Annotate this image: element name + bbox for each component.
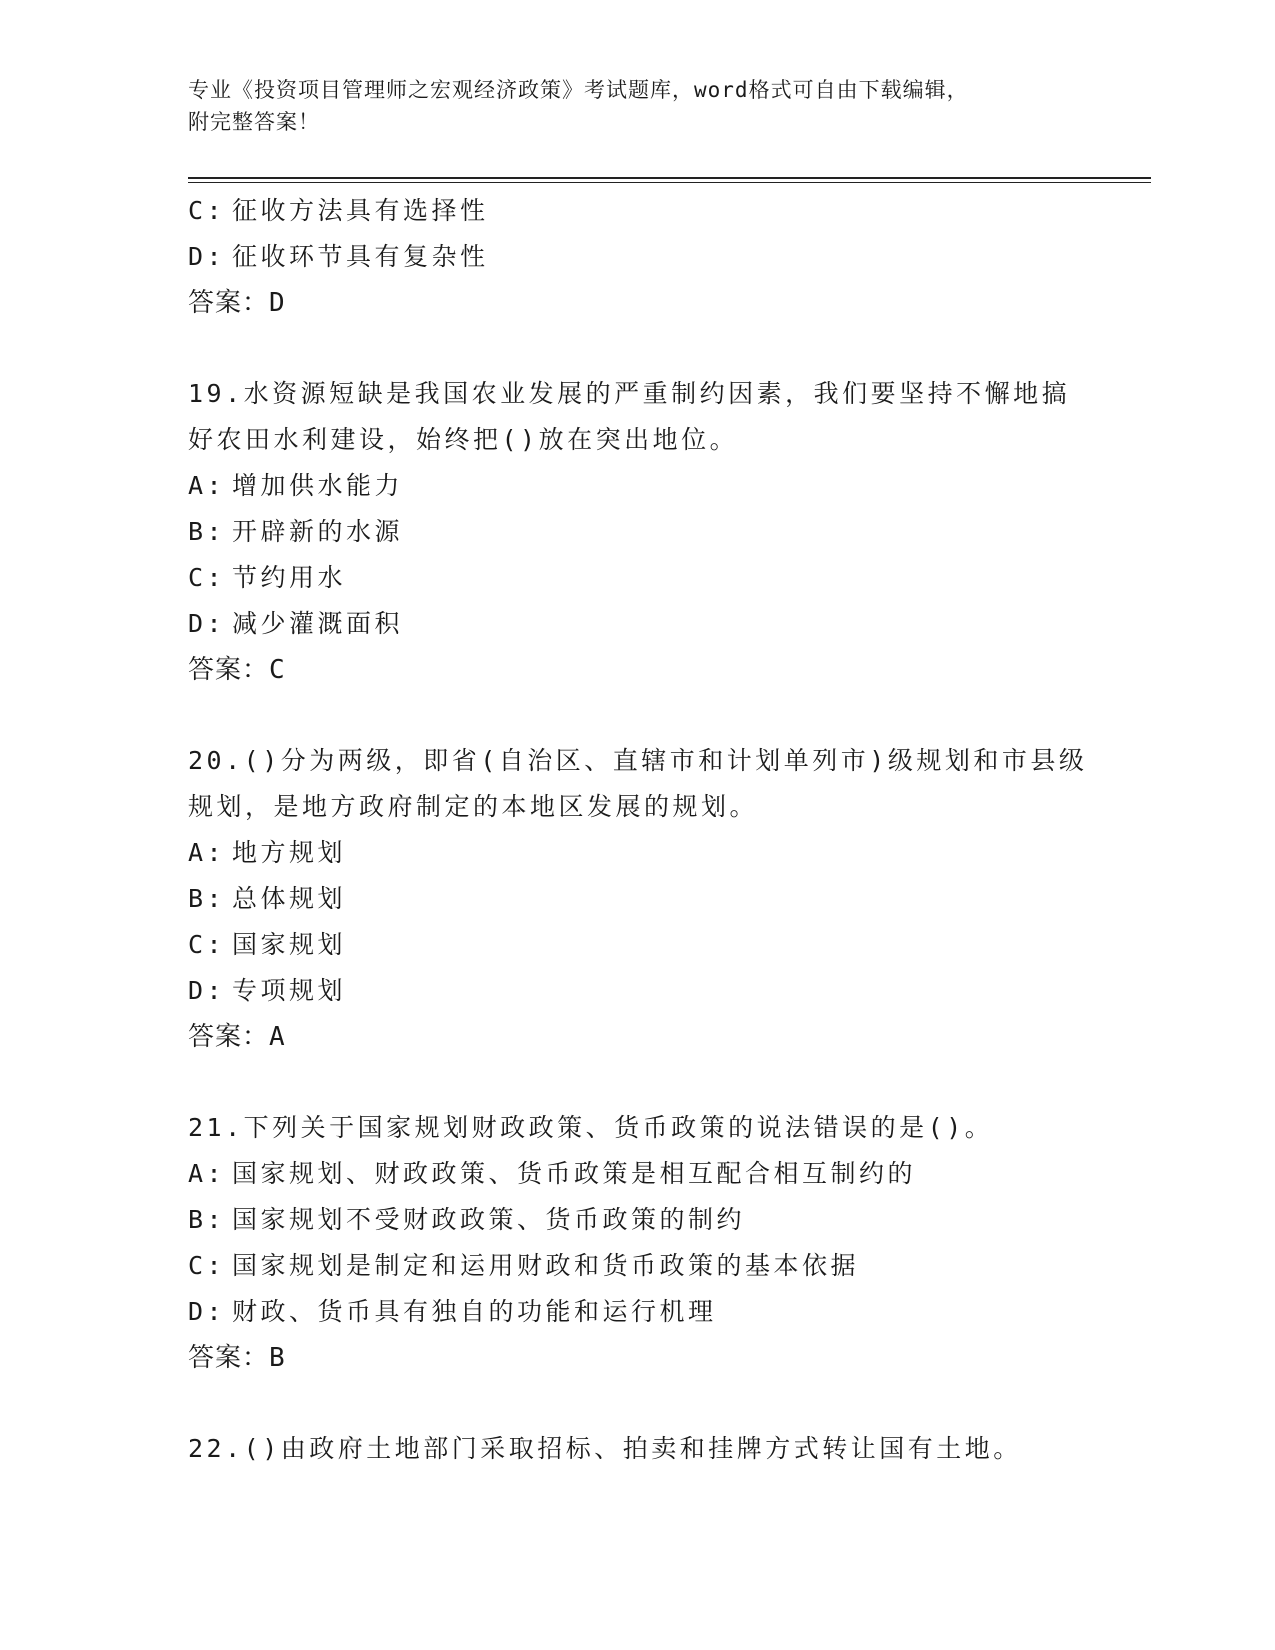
question-stem-line-1: 21.下列关于国家规划财政政策、货币政策的说法错误的是()。 — [188, 1113, 994, 1142]
option-b — [188, 509, 1088, 555]
option-letter: A: — [188, 1159, 226, 1188]
question-list — [188, 188, 1088, 1472]
option-text: 国家规划不受财政政策、货币政策的制约 — [232, 1205, 746, 1234]
option-letter: C: — [188, 930, 226, 959]
option-text: 专项规划 — [232, 976, 347, 1005]
option-letter: A: — [188, 471, 226, 500]
option-c — [188, 1243, 1088, 1289]
answer-line: 答案：D — [188, 288, 286, 318]
option-letter: B: — [188, 884, 226, 913]
question-18 — [188, 188, 1088, 326]
option-text: 节约用水 — [232, 563, 347, 592]
option-d — [188, 968, 1088, 1014]
question-21 — [188, 1105, 1088, 1381]
option-letter: A: — [188, 838, 226, 867]
option-text: 国家规划、财政政策、货币政策是相互配合相互制约的 — [232, 1159, 917, 1188]
option-letter: C: — [188, 563, 226, 592]
option-a — [188, 463, 1088, 509]
option-a — [188, 830, 1088, 876]
option-text: 征收环节具有复杂性 — [232, 242, 489, 271]
option-letter: C: — [188, 1251, 226, 1280]
answer-line: 答案：A — [188, 1022, 286, 1052]
question-stem-line-2: 规划，是地方政府制定的本地区发展的规划。 — [188, 792, 759, 821]
option-text: 征收方法具有选择性 — [232, 196, 489, 225]
header-rule-thin — [188, 182, 1151, 183]
option-letter: B: — [188, 517, 226, 546]
option-text: 增加供水能力 — [232, 471, 404, 500]
question-stem-line-1: 19.水资源短缺是我国农业发展的严重制约因素，我们要坚持不懈地搞 — [188, 379, 1071, 408]
header-line-1: 专业《投资项目管理师之宏观经济政策》考试题库，word格式可自由下载编辑， — [188, 78, 969, 102]
option-letter: D: — [188, 1297, 226, 1326]
option-d — [188, 1289, 1088, 1335]
question-stem-line-1: 20.()分为两级，即省(自治区、直辖市和计划单列市)级规划和市县级 — [188, 746, 1088, 775]
option-d — [188, 601, 1088, 647]
option-text: 开辟新的水源 — [232, 517, 404, 546]
option-letter: B: — [188, 1205, 226, 1234]
option-text: 减少灌溉面积 — [232, 609, 404, 638]
option-text: 总体规划 — [232, 884, 347, 913]
option-text: 国家规划是制定和运用财政和货币政策的基本依据 — [232, 1251, 860, 1280]
option-text: 国家规划 — [232, 930, 347, 959]
option-b — [188, 1197, 1088, 1243]
question-stem-line-2: 好农田水利建设，始终把()放在突出地位。 — [188, 425, 739, 454]
option-c — [188, 555, 1088, 601]
option-text: 地方规划 — [232, 838, 347, 867]
option-letter: D: — [188, 609, 226, 638]
header-line-2: 附完整答案！ — [188, 110, 320, 134]
option-letter: D: — [188, 976, 226, 1005]
option-d — [188, 234, 1088, 280]
option-b — [188, 876, 1088, 922]
option-text: 财政、货币具有独自的功能和运行机理 — [232, 1297, 717, 1326]
option-letter: D: — [188, 242, 226, 271]
option-c — [188, 922, 1088, 968]
header-rule-thick — [188, 177, 1151, 179]
question-22 — [188, 1426, 1088, 1472]
answer-line: 答案：B — [188, 1343, 286, 1373]
option-letter: C: — [188, 196, 226, 225]
option-a — [188, 1151, 1088, 1197]
question-19 — [188, 371, 1088, 693]
answer-line: 答案：C — [188, 655, 286, 685]
page-header — [188, 74, 1088, 138]
question-stem-line-1: 22.()由政府土地部门采取招标、拍卖和挂牌方式转让国有土地。 — [188, 1434, 1022, 1463]
option-c — [188, 188, 1088, 234]
question-20 — [188, 738, 1088, 1060]
